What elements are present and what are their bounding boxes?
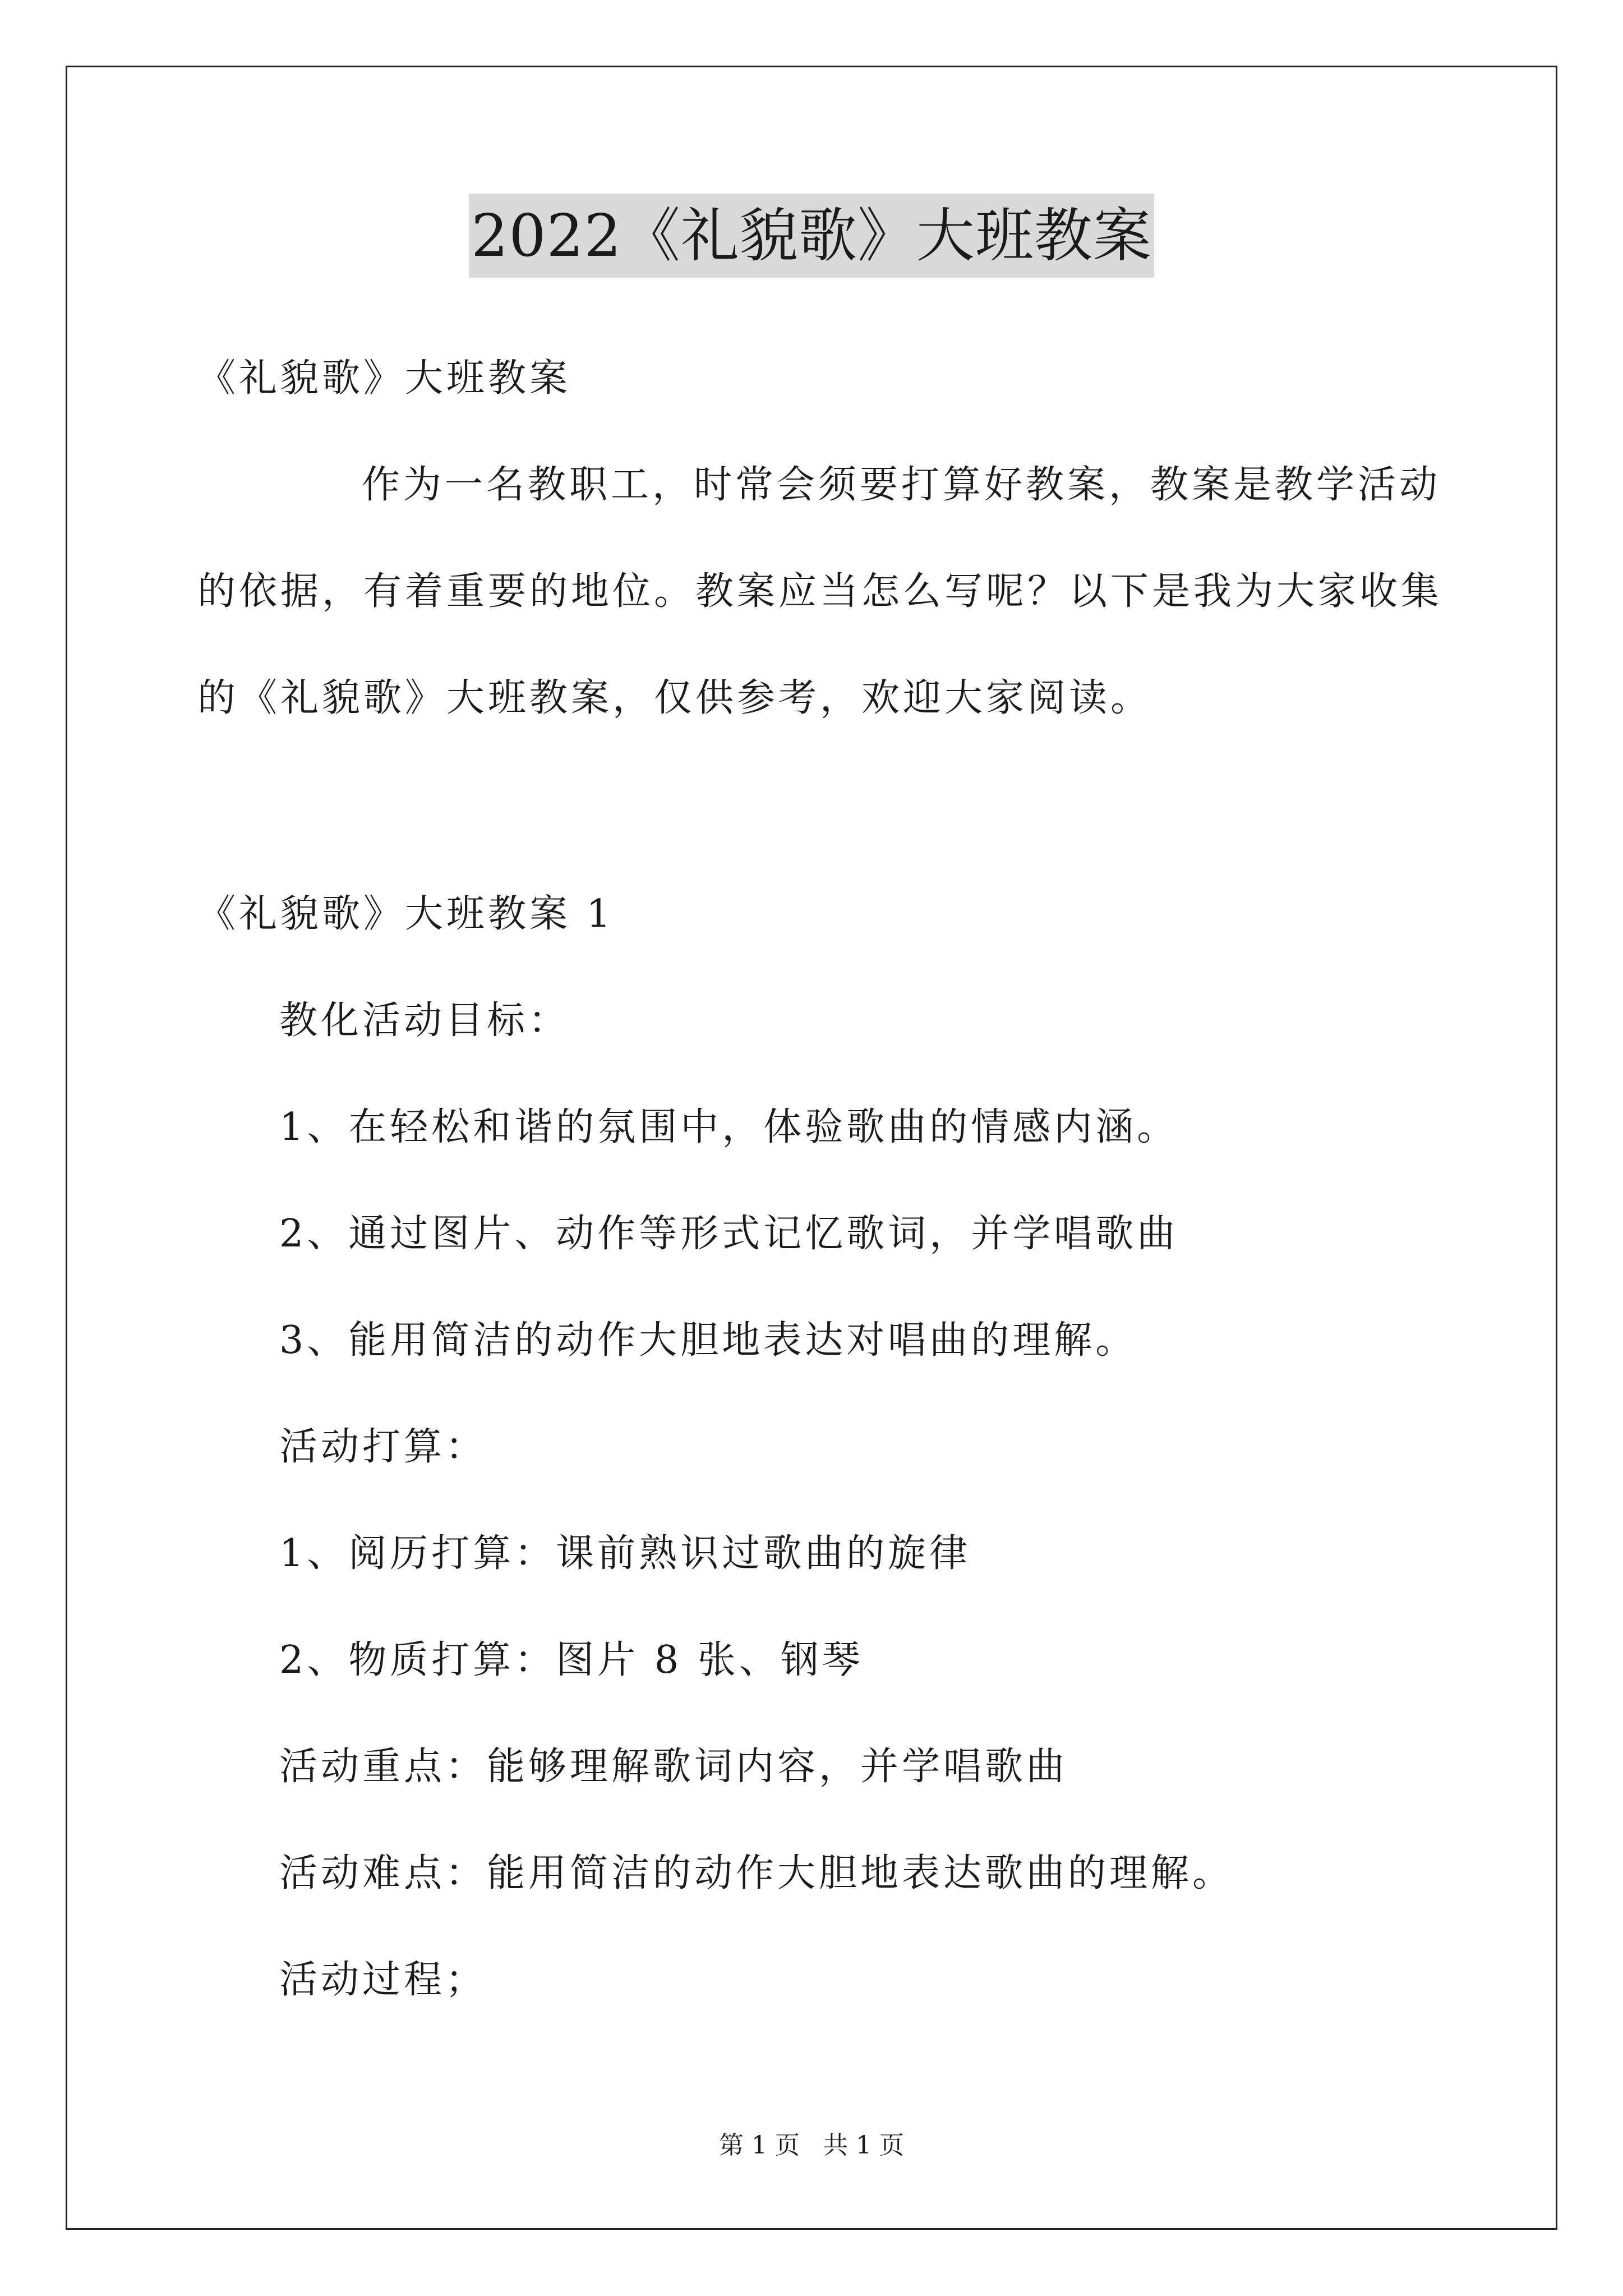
title-container xyxy=(0,194,1623,278)
body-line-2: 1、在轻松和谐的氛围中，体验歌曲的情感内涵。 xyxy=(279,1105,1179,1149)
body-line-1: 教化活动目标： xyxy=(279,999,570,1043)
body-line-5: 活动打算： xyxy=(279,1425,487,1469)
page-footer: 第 1 页 共 1 页 xyxy=(719,2131,904,2160)
intro-line-3: 的《礼貌歌》大班教案，仅供参考，欢迎大家阅读。 xyxy=(197,676,1152,720)
document-subtitle: 《礼貌歌》大班教案 xyxy=(197,356,571,401)
body-line-8: 活动重点：能够理解歌词内容，并学唱歌曲 xyxy=(279,1745,1068,1789)
section-heading: 《礼貌歌》大班教案 1 xyxy=(197,892,614,936)
body-line-9: 活动难点：能用简洁的动作大胆地表达歌曲的理解。 xyxy=(279,1851,1234,1895)
document-title: 2022《礼貌歌》大班教案 xyxy=(469,194,1154,278)
intro-line-1: 作为一名教职工，时常会须要打算好教案，教案是教学活动 xyxy=(362,463,1441,507)
body-line-4: 3、能用简洁的动作大胆地表达对唱曲的理解。 xyxy=(279,1318,1137,1363)
body-line-7: 2、物质打算：图片 8 张、钢琴 xyxy=(279,1638,864,1682)
body-line-10: 活动过程； xyxy=(279,1958,487,2002)
body-line-6: 1、阅历打算：课前熟识过歌曲的旋律 xyxy=(279,1531,971,1576)
intro-line-2: 的依据，有着重要的地位。教案应当怎么写呢？以下是我为大家收集 xyxy=(197,569,1443,614)
body-line-3: 2、通过图片、动作等形式记忆歌词，并学唱歌曲 xyxy=(279,1212,1179,1256)
